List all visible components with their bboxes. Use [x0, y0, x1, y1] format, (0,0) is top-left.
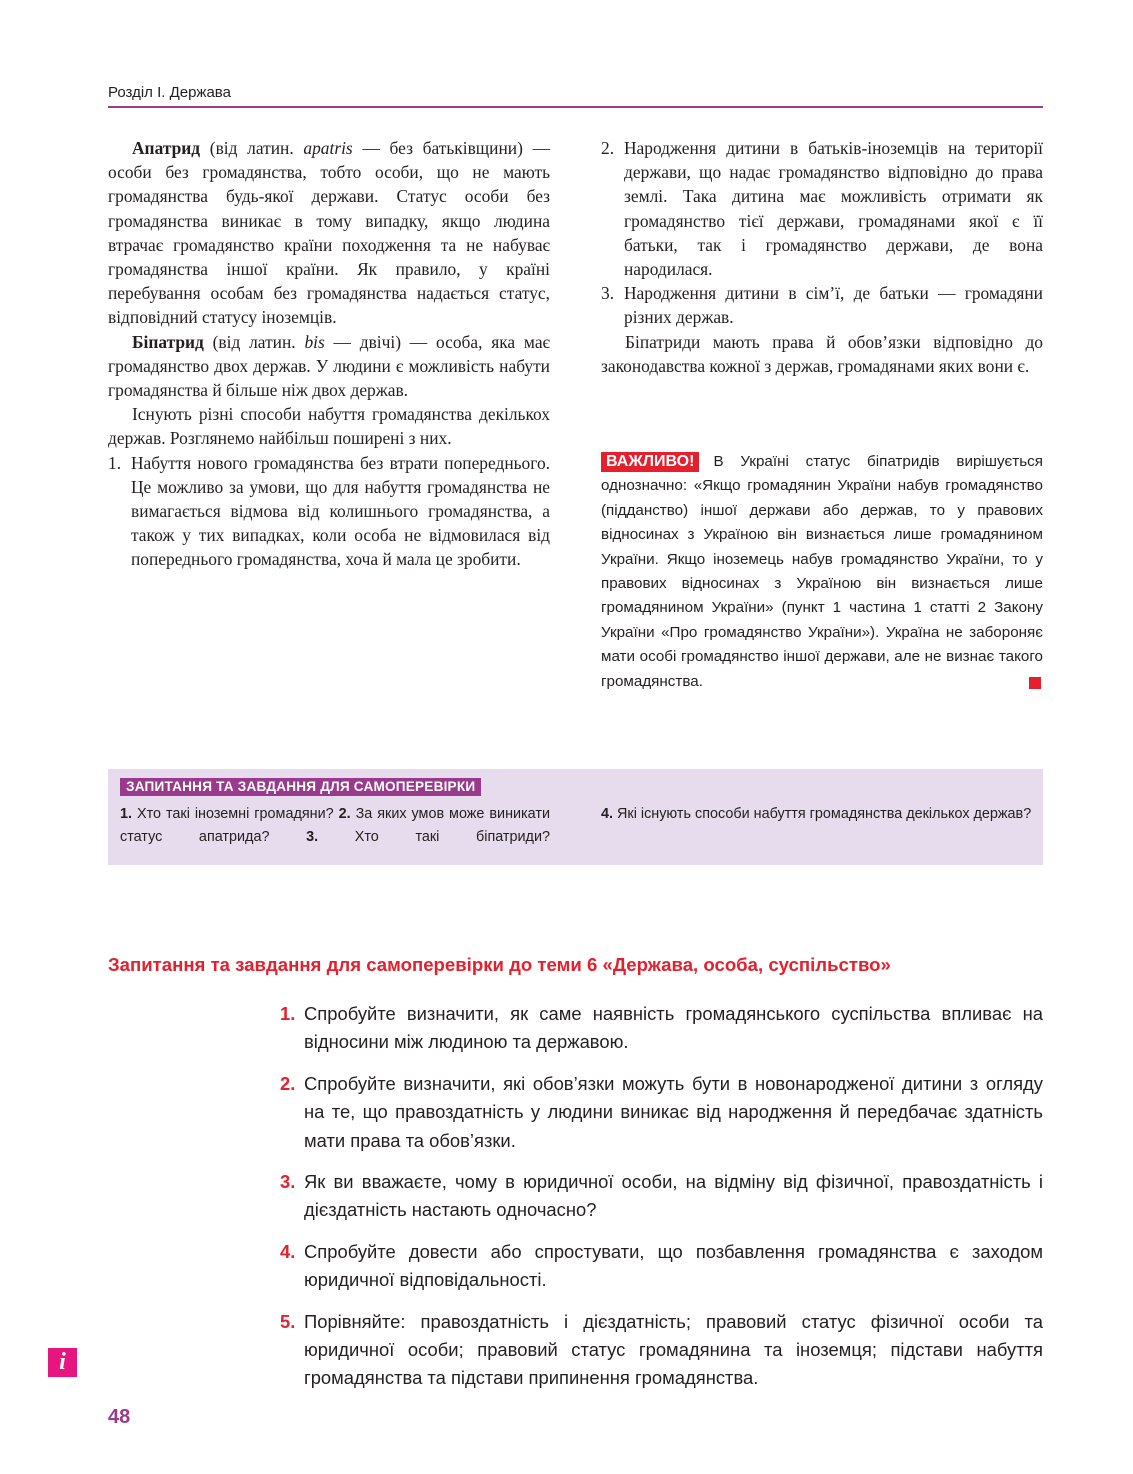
ways-list-left — [108, 451, 550, 572]
apatrid-term: Апатрид — [132, 138, 201, 158]
bipatrid-term: Біпатрид — [132, 331, 204, 352]
page-number: 48 — [108, 1406, 131, 1428]
latin-bis: bis — [304, 331, 325, 352]
ways-intro: Існують різні способи набуття громадянства декількох держав. Розглянемо найбільш поширені з них. — [108, 404, 550, 449]
left-column — [108, 136, 550, 572]
important-badge: ВАЖЛИВО! — [601, 452, 699, 472]
task-item: 4. Спробуйте довести або спростувати, що позбавлення громадянства є заходом юридичної відповідальності. — [280, 1238, 1043, 1295]
topic-heading: Запитання та завдання для самоперевірки до теми 6 «Держава, особа, суспільство» — [108, 954, 891, 975]
task-item: 3. Як ви вважаєте, чому в юридичної особи, на відміну від фізичної, правоздатність і дієздатність настають одночасно? — [280, 1168, 1043, 1225]
list-number: 2. — [601, 138, 615, 158]
important-note — [601, 450, 1043, 694]
list-item: 3. Народження дитини в сім’ї, де батьки — громадяни різних держав. — [601, 283, 1043, 328]
end-square-icon — [1029, 677, 1041, 689]
ways-list-right — [601, 136, 1043, 330]
task-number: 2. — [280, 1072, 296, 1094]
right-column — [601, 136, 1043, 378]
apatrid-paragraph: Апатрид (від латин. apatris — без батьківщини) — особи без громадянства, тобто особи, що не мають громадянства будь-якої держави. Статус особи без громадянства виникає в тому випадку, якщо людина втрачає громадянство країни походження та не набуває громадянства іншої країни. Як правило, у країні перебування особам без громадянства надається статус, відповідний статусу іноземців. — [108, 138, 550, 328]
task-item: 1. Спробуйте визначити, як саме наявність громадянського суспільства впливає на відносини між людиною та державою. — [280, 1000, 1043, 1057]
list-number: 3. — [601, 283, 615, 304]
self-check-box — [108, 769, 1043, 865]
bipatrid-paragraph: Біпатрид (від латин. bis — двічі) — особа, яка має громадянство двох держав. У людини є можливість набути громадянства й більше ніж двох держав. — [108, 331, 550, 401]
task-item: 2. Спробуйте визначити, які обов’язки можуть бути в новонародженої дитини з огляду на те, що правоздатність у людини виникає від народження й передбачає здатність мати права та обов’язки. — [280, 1070, 1043, 1155]
info-icon: i — [48, 1348, 77, 1377]
self-check-questions-left: 1. Хто такі іноземні громадяни? 2. За яких умов може виникати статус апатрида? 3. Хто такі біпатриди? — [120, 806, 550, 845]
header-rule — [108, 106, 1043, 108]
task-number: 1. — [280, 1003, 296, 1024]
task-number: 5. — [280, 1310, 296, 1332]
topic-task-list — [280, 1000, 1043, 1406]
list-item: 2. Народження дитини в батьків-іноземців на території держави, що надає громадянство відповідно до права землі. Така дитина має можливість отримати як громадянство тієї держави, громадянами якої є її батьки, так і громадянство держави, де вона народилася. — [601, 138, 1043, 280]
list-number: 1. — [108, 452, 122, 473]
self-check-questions-right: 4. Які існують способи набуття громадянства декількох держав? — [601, 806, 1032, 822]
task-number: 4. — [280, 1240, 296, 1262]
latin-apatris: apatris — [303, 138, 353, 158]
list-item: 1. Набуття нового громадянства без втрати попереднього. Це можливо за умови, що для набуття громадянства не вимагається відмова від колишнього громадянства, а також у тих випадках, коли особа не відмовилася від попереднього громадянства, хоча й мала це зробити. — [108, 452, 550, 570]
important-text: В Україні статус біпатридів вирішується однозначно: «Якщо громадянин України набув громадянство (підданство) іншої держави або держав, то у правових відносинах з Україною він визнається лише громадянином України. Якщо іноземець набув громадянство України, то у правових відносинах з Україною він визнається лише громадянином України» (пункт 1 частина 1 статті 2 Закону України «Про громадянство України»). Україна не забороняє мати особі громадянство іншої держави, але не визнає такого громадянства. — [601, 453, 1043, 690]
running-title: Розділ І. Держава — [108, 84, 231, 101]
self-check-title: ЗАПИТАННЯ ТА ЗАВДАННЯ ДЛЯ САМОПЕРЕВІРКИ — [120, 778, 481, 796]
bipatrid-conclusion: Біпатриди мають права й обов’язки відповідно до законодавства кожної з держав, громадянами яких вони є. — [601, 331, 1043, 376]
task-number: 3. — [280, 1171, 296, 1193]
task-item: 5. Порівняйте: правоздатність і дієздатність; правовий статус фізичної особи та юридичної особи; правовий статус громадянина та іноземця; підстави набуття громадянства та підстави припинення громадянства. — [280, 1308, 1043, 1393]
